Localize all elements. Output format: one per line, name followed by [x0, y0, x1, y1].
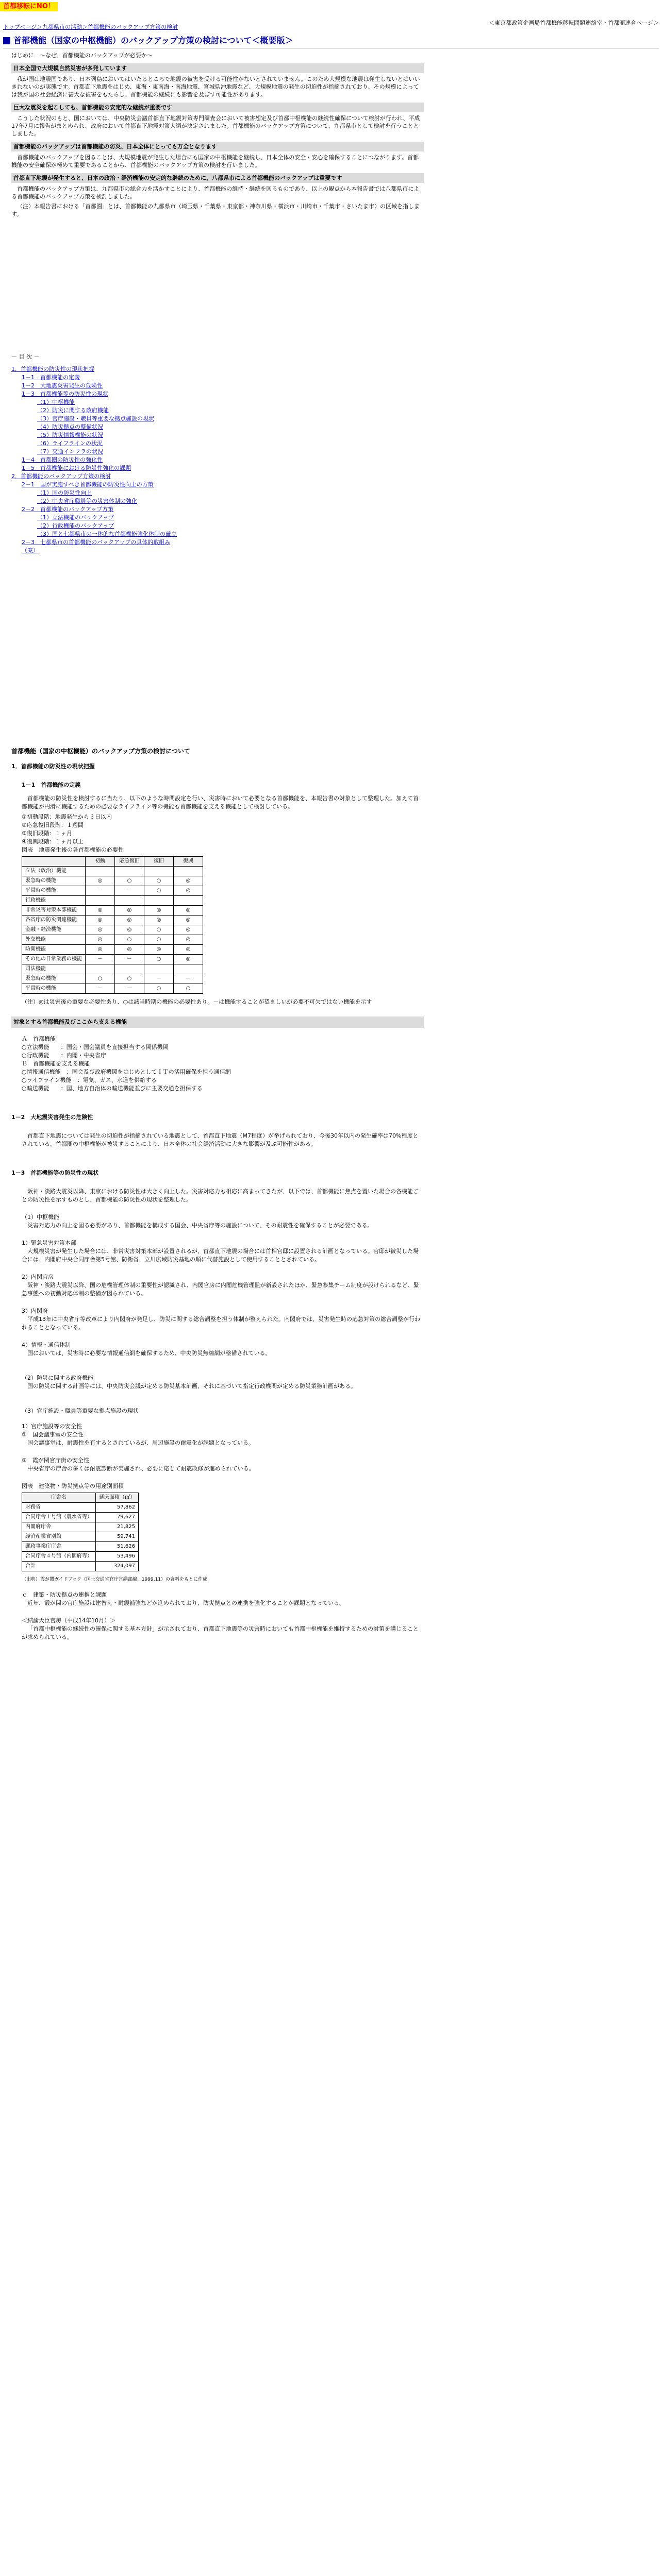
table-cell: ◎ [174, 876, 203, 886]
toc-link[interactable]: 1－2 大地震災害発生の危険性 [22, 382, 103, 389]
top-bar [0, 0, 662, 12]
table-row [22, 916, 203, 925]
table-row [22, 984, 203, 994]
body-paragraph: 平成13年に中央省庁等改革により内閣府が発足し、防災に関する総合調整を担う体制が整えられた。内閣府では、災害発生時の応急対策の総合調整が行われることとなっている。 [22, 1316, 420, 1331]
table-row [22, 1562, 139, 1571]
section-text: 我が国は地震国であり、日本列島においてはいたるところで地震の被害を受ける可能性がないとされていません。このため大規模な地震は発生しないとはいいきれないのが実態です。首都直下地震をはじめ、東海・東南海・南海地震、宮城県沖地震など、大規模地震の発生の切迫性が指摘されており、その規模によっては我が国の社会経済に甚大な被害をもたらし、首都機能の継続にも影響を及ぼす可能性があります。 [11, 76, 420, 98]
table-cell [115, 964, 144, 974]
sub-heading: ｃ 建築・防災拠点の連携と課題 [22, 1591, 107, 1598]
table-cell: 51,626 [96, 1542, 139, 1552]
timeline-item: ④復興段階：１ヶ月以上 [22, 838, 84, 845]
timeline-list [11, 813, 424, 846]
toc-link[interactable]: 1－3 首都機能等の防災性の現状 [22, 391, 108, 397]
table-caption: 図表 地震発生後の各首都機能の必要性 [22, 846, 124, 853]
table-cell: － [144, 974, 174, 984]
toc-link[interactable]: （1）国の防災性向上 [37, 489, 92, 496]
table-row [22, 955, 203, 964]
table-cell [174, 964, 203, 974]
intro-heading: はじめに ～なぜ、首都機能のバックアップが必要か～ [11, 52, 153, 59]
body-paragraph: 近年、霞が関の官庁施設は建替え・耐震補強などが進められており、防災拠点との連携を強化することが課題となっている。 [27, 1600, 345, 1606]
table-cell: 外交機能 [22, 935, 86, 945]
table-note: （注）◎は災害後の重要な必要性あり、○は該当時期の機能の必要性あり。－は機能することが望ましいが必要不可欠ではない機能を示す [22, 998, 372, 1005]
table-cell: ◎ [144, 906, 174, 916]
toc-link[interactable]: （1）中枢機能 [37, 399, 75, 405]
table-cell: － [86, 955, 115, 964]
body-title: 首都機能（国家の中枢機能）のバックアップ方策の検討について [11, 748, 190, 755]
page-title [3, 34, 659, 48]
toc-link[interactable]: 1－4 首都圏の防災性の強化性 [22, 456, 103, 463]
square-bullet-icon [3, 37, 10, 44]
section-heading: 巨大な震災を起こしても、首都機能の安定的な継続が重要です [11, 103, 424, 112]
toc-link[interactable]: （4）防災拠点の整備状況 [37, 423, 103, 430]
table-cell: ○ [174, 984, 203, 994]
target-item: ○立法機能 ：国会・国会議員を直接担当する関係機関 [22, 1044, 169, 1050]
target-item: ○情報通信機能 ：国会及び政府機関をはじめとしてＩＴの活用確保を担う通信網 [22, 1069, 231, 1075]
toc-list [11, 365, 372, 555]
sub-heading: ② 霞が関官庁街の安全性 [22, 1457, 89, 1464]
table-cell: 内閣府庁舎 [22, 1522, 96, 1532]
table-cell [115, 867, 144, 876]
table-row [22, 925, 203, 935]
table-cell: ○ [144, 935, 174, 945]
table-cell [144, 867, 174, 876]
table-row [22, 974, 203, 984]
table-cell: － [86, 984, 115, 994]
sub-heading: 2）内閣官房 [22, 1274, 54, 1280]
section-text: 首都機能のバックアップを図ることは、大規模地震が発生した場合にも国家の中枢機能を継続し、日本全体の安全・安心を確保することにつながります。首都機能の安全確保が極めて重要であることから、首都機能のバックアップ方策の検討を行いました。 [11, 154, 419, 168]
section-heading: 1－2 大地震災害発生の危険性 [11, 1114, 93, 1121]
body-paragraph: 阪神・淡路大震災以降、国の危機管理体制の重要性が認識され、内閣官房に内閣危機管理監が新設されたほか、緊急参集チーム制度が設けられるなど、緊急事態への初動対応体制の整備が図られている。 [22, 1282, 419, 1297]
table-of-contents [11, 353, 372, 555]
table-source: （出典）霞が関ガイドブック（国土交通省官庁営繕部編、1999.11）の資料をもとに作成 [22, 1577, 208, 1582]
table-cell: ◎ [86, 935, 115, 945]
sub-heading: 4）情報・通信体制 [22, 1342, 71, 1348]
timeline-item: ①初動段階：地震発生から３日以内 [22, 814, 112, 820]
toc-link[interactable]: 1．首都機能の防災性の現状把握 [11, 366, 94, 372]
summary-section [11, 49, 424, 220]
toc-link[interactable]: 1－1 首都機能の定義 [22, 374, 80, 381]
table-cell: 財務省 [22, 1503, 96, 1513]
table-row [22, 867, 203, 876]
table-cell [86, 964, 115, 974]
table-cell: ○ [115, 876, 144, 886]
table-cell: ◎ [174, 935, 203, 945]
toc-link[interactable]: （6）ライフラインの状況 [37, 440, 103, 447]
table-cell: 郵政事業庁庁舎 [22, 1542, 96, 1552]
table-cell: 324,097 [96, 1562, 139, 1571]
toc-link[interactable]: 2．首都機能のバックアップ方策の検討 [11, 473, 111, 480]
table-cell: ○ [144, 925, 174, 935]
section-text: 首都機能のバックアップ方策は、九都県市の総合力を活かすことにより、首都機能の維持・継続を図るものであり、以上の観点から本報告書では八都県市による首都機能のバックアップ方策を検討しました。 [11, 185, 420, 200]
section-heading: 首都直下地震が発生すると、日本の政治・経済機能の安定的な継続のために、八都県市による首都機能のバックアップは重要です [11, 173, 424, 183]
table-cell: 金融・経済機能 [22, 925, 86, 935]
table-cell: ◎ [115, 906, 144, 916]
table-cell: 59,741 [96, 1532, 139, 1542]
table-cell: 経済産業省別館 [22, 1532, 96, 1542]
table-cell: 79,627 [96, 1513, 139, 1522]
toc-link[interactable]: 2－2 首都機能のバックアップ方策 [22, 506, 114, 513]
table-cell: － [115, 955, 144, 964]
table-cell: 緊急時の機能 [22, 974, 86, 984]
table-cell: ◎ [86, 945, 115, 955]
target-list [22, 1035, 424, 1093]
body-paragraph: 国においては、災害時に必要な情報通信網を確保するため、中央防災無線網が整備されている。 [27, 1350, 271, 1357]
sub-heading: 1）官庁施設等の安全性 [22, 1423, 82, 1430]
table-cell: 平常時の機能 [22, 886, 86, 896]
band-heading: 対象とする首都機能及びここから支える機能 [11, 1016, 424, 1028]
body-paragraph: 中央省庁の庁舎の多くは耐震診断が実施され、必要に応じて耐震改修が進められている。 [27, 1465, 255, 1472]
sub-heading: ＜結論大臣官房（平成14年10月）＞ [22, 1617, 115, 1624]
table-cell [174, 896, 203, 906]
table-cell [144, 964, 174, 974]
table-row [22, 886, 203, 896]
table-cell: ◎ [86, 925, 115, 935]
table-cell: 非常災害対策本部機能 [22, 906, 86, 916]
table-header-cell: 応急復旧 [115, 857, 144, 867]
target-item: ○ライフライン機能 ：電気、ガス、水道を供給する [22, 1077, 157, 1083]
table-cell: ○ [115, 974, 144, 984]
table-row [22, 1503, 139, 1513]
table-header-cell [22, 857, 86, 867]
floor-area-table [22, 1493, 139, 1571]
toc-link[interactable]: （5）防災情報機能の状況 [37, 432, 103, 438]
table-cell [86, 896, 115, 906]
toc-title: － 目 次 － [11, 353, 40, 360]
table-cell: ◎ [86, 876, 115, 886]
table-header-cell: 初動 [86, 857, 115, 867]
table-row [22, 1542, 139, 1552]
table-row [22, 935, 203, 945]
table-row [22, 1532, 139, 1542]
timeline-item: ②応急復旧段階：１週間 [22, 822, 84, 828]
table-row [22, 906, 203, 916]
table-cell: ◎ [144, 916, 174, 925]
study-note: （注）本報告書における「首都圏」とは、首都機能の九都県市（埼玉県・千葉県・東京都・神奈川県・横浜市・川崎市・千葉市・さいたま市）の区域を指します。 [11, 203, 420, 217]
body-paragraph: 大規模災害が発生した場合には、非常災害対策本部が設置されるが、首都直下地震の場合には首相官邸に設置される計画となっている。官邸が被災した場合には、内閣府中央合同庁舎第5号館、防衛省、立川広域防災基地の順に代替施設として使用することとされている。 [22, 1248, 419, 1263]
table-cell: 合同庁舎１号館（農水省等） [22, 1513, 96, 1522]
table-cell: ○ [115, 935, 144, 945]
section-heading: 1－3 首都機能等の防災性の現状 [11, 1170, 99, 1176]
sub-heading: ① 国会議事堂の安全性 [22, 1431, 84, 1438]
page-title-text: 首都機能（国家の中枢機能）のバックアップ方策の検討について＜概要版＞ [13, 36, 293, 45]
section-heading: 1－1 首都機能の定義 [22, 782, 81, 788]
table-cell: 57,862 [96, 1503, 139, 1513]
campaign-badge: 首都移転にNO！ [0, 2, 58, 11]
table-cell: ◎ [115, 916, 144, 925]
toc-link[interactable]: （3）国と七都県市の一体的な首都機能強化体制の確立 [37, 531, 177, 537]
table-cell: ◎ [174, 906, 203, 916]
table-cell: ◎ [115, 945, 144, 955]
table-cell: 21,825 [96, 1522, 139, 1532]
table-cell: 防衛機能 [22, 945, 86, 955]
table-row [22, 876, 203, 886]
table-cell [115, 896, 144, 906]
table-cell: 平常時の機能 [22, 984, 86, 994]
site-note: ＜東京都政策企画局首都機能移転問題連絡室・首都圏連合ページ＞ [489, 20, 659, 26]
toc-link[interactable]: 2－3 七都県市の首都機能のバックアップの具体的取組み [22, 539, 171, 546]
toc-link[interactable]: 1－5 首都機能における防災性強化の課題 [22, 465, 131, 471]
table-cell: ◎ [86, 906, 115, 916]
table-cell: － [86, 886, 115, 896]
table-caption: 図表 建築物・防災拠点等の用途別面積 [22, 1483, 124, 1489]
breadcrumb-link[interactable]: トップページ＞九都県市の活動＞首都機能のバックアップ方策の検討 [3, 24, 178, 30]
table-row [22, 896, 203, 906]
table-cell: ◎ [174, 945, 203, 955]
timeline-item: ③復旧段階：１ヶ月 [22, 830, 72, 837]
toc-link[interactable]: （3）官庁施設・職員等重要な拠点施設の現状 [37, 415, 154, 422]
body-paragraph: 「首都中枢機能の継続性の確保に関する基本方針」が示されており、首都直下地震等の災害時においても首都中枢機能を維持するための対策を講じることが求められている。 [22, 1625, 419, 1640]
table-cell: ○ [86, 974, 115, 984]
table-cell: 合計 [22, 1562, 96, 1571]
table-cell: ○ [144, 984, 174, 994]
table-cell [174, 867, 203, 876]
table-header-cell: 庁舎名 [22, 1493, 96, 1503]
table-cell: － [174, 974, 203, 984]
table-cell: 53,496 [96, 1552, 139, 1562]
toc-link[interactable]: （2）行政機能のバックアップ [37, 522, 114, 529]
table-cell: ◎ [174, 916, 203, 925]
sub-heading: （3）官庁施設・職員等重要な拠点施設の現状 [22, 1408, 139, 1414]
table-header-cell: 復興 [174, 857, 203, 867]
main-body [11, 747, 424, 1643]
table-row [22, 1552, 139, 1562]
sub-heading: （2）防災に関する政府機能 [22, 1375, 93, 1381]
toc-link[interactable]: 2－1 国が実施すべき首都機能の防災性向上の方策 [22, 481, 154, 488]
toc-link[interactable]: （案） [22, 547, 39, 554]
table-cell: ◎ [174, 886, 203, 896]
table-cell: ◎ [144, 945, 174, 955]
table-cell: ○ [144, 886, 174, 896]
toc-link[interactable]: （2）中央省庁職員等の災害体制の強化 [37, 498, 137, 504]
table-cell: 司法機能 [22, 964, 86, 974]
table-cell: 合同庁舎４号館（内閣府等） [22, 1552, 96, 1562]
body-paragraph: 首都機能の防災性を検討するに当たり、以下のような時間設定を行い、災害時において必要となる首都機能を、本報告書の対象として整理した。加えて首都機能が円滑に機能するための必要なライフライン等の機能も首都機能を支える機能として検討している。 [22, 795, 419, 810]
target-item: Ａ 首都機能 [22, 1036, 56, 1042]
table-row [22, 964, 203, 974]
table-cell: 行政機能 [22, 896, 86, 906]
table-cell: ◎ [174, 925, 203, 935]
breadcrumb [3, 23, 178, 31]
table-cell: ○ [144, 876, 174, 886]
table-cell: 立法（政治）機能 [22, 867, 86, 876]
target-item: Ｂ 首都機能を支える機能 [22, 1060, 90, 1067]
function-table [22, 856, 203, 994]
table-header-cell: 復旧 [144, 857, 174, 867]
sub-heading: （1）中枢機能 [22, 1214, 59, 1221]
toc-link[interactable]: （2）防災に関する政府機能 [37, 407, 109, 414]
chapter-heading: 1．首都機能の防災性の現状把握 [11, 763, 95, 770]
body-paragraph: 国会議事堂は、耐震性を有するとされているが、周辺施設の耐震化が課題となっている。 [27, 1439, 254, 1446]
target-item: ○行政機能 ：内閣・中央省庁 [22, 1052, 106, 1059]
body-paragraph: 国の防災に関する計画等には、中央防災会議が定める防災基本計画、それに基づいて指定行政機関が定める防災業務計画がある。 [27, 1383, 356, 1389]
table-cell: ◎ [115, 925, 144, 935]
body-paragraph: 災害対応力の向上を図る必要があり、首都機能を構成する国会、中央省庁等の施設について、その耐震性を確保することが必要である。 [27, 1222, 373, 1229]
table-cell: ◎ [86, 916, 115, 925]
table-cell: － [115, 886, 144, 896]
table-cell [144, 896, 174, 906]
table-row [22, 945, 203, 955]
section-heading: 日本全国で大規模自然災害が多発しています [11, 63, 424, 73]
table-cell: 各省庁の防災関連機能 [22, 916, 86, 925]
table-cell: － [115, 984, 144, 994]
table-row [22, 1513, 139, 1522]
table-row [22, 1522, 139, 1532]
body-paragraph: 阪神・淡路大震災以降、東京における防災性は大きく向上した。災害対応力も相応に高まってきたが、以下では、首都機能に焦点を置いた場合の各機能ごとの防災性を示すものとし、首都機能の防災性の現状を整理した。 [22, 1188, 419, 1203]
body-paragraph: 首都直下地震については発生の切迫性が指摘されている地震として、首都直下地震（M7程度）が挙げられており、今後30年以内の発生確率は70%程度とされている。首都圏の中枢機能が被災することにより、日本全体の社会経済活動に大きな影響が及ぶ可能性がある。 [22, 1132, 419, 1147]
table-cell: ◎ [174, 955, 203, 964]
section-text: こうした状況のもと、国においては、中央防災会議首都直下地震対策専門調査会において被害想定及び首都中枢機能の継続性確保について検討が行われ、平成17年7月に報告がまとめられ、政府において首都直下地震対策大綱が決定されました。首都機能のバックアップ方策について、九都県市として検討を行うこととしました。 [11, 115, 420, 137]
table-cell: その他の日常業務の機能 [22, 955, 86, 964]
sub-heading: 3）内閣府 [22, 1308, 48, 1314]
toc-link[interactable]: （1）立法機能のバックアップ [37, 514, 114, 521]
target-item: ○輸送機能 ：国、地方自治体の輸送機能並びに主要交通を担保する [22, 1085, 203, 1092]
table-cell: 緊急時の機能 [22, 876, 86, 886]
table-cell: ○ [144, 955, 174, 964]
table-header-cell: 延床面積（㎡） [96, 1493, 139, 1503]
sub-heading: 1）緊急災害対策本部 [22, 1240, 76, 1246]
toc-link[interactable]: （7）交通インフラの状況 [37, 448, 103, 455]
section-heading: 首都機能のバックアップは首都機能の防災、日本全体にとっても万全となります [11, 142, 424, 151]
table-cell [86, 867, 115, 876]
